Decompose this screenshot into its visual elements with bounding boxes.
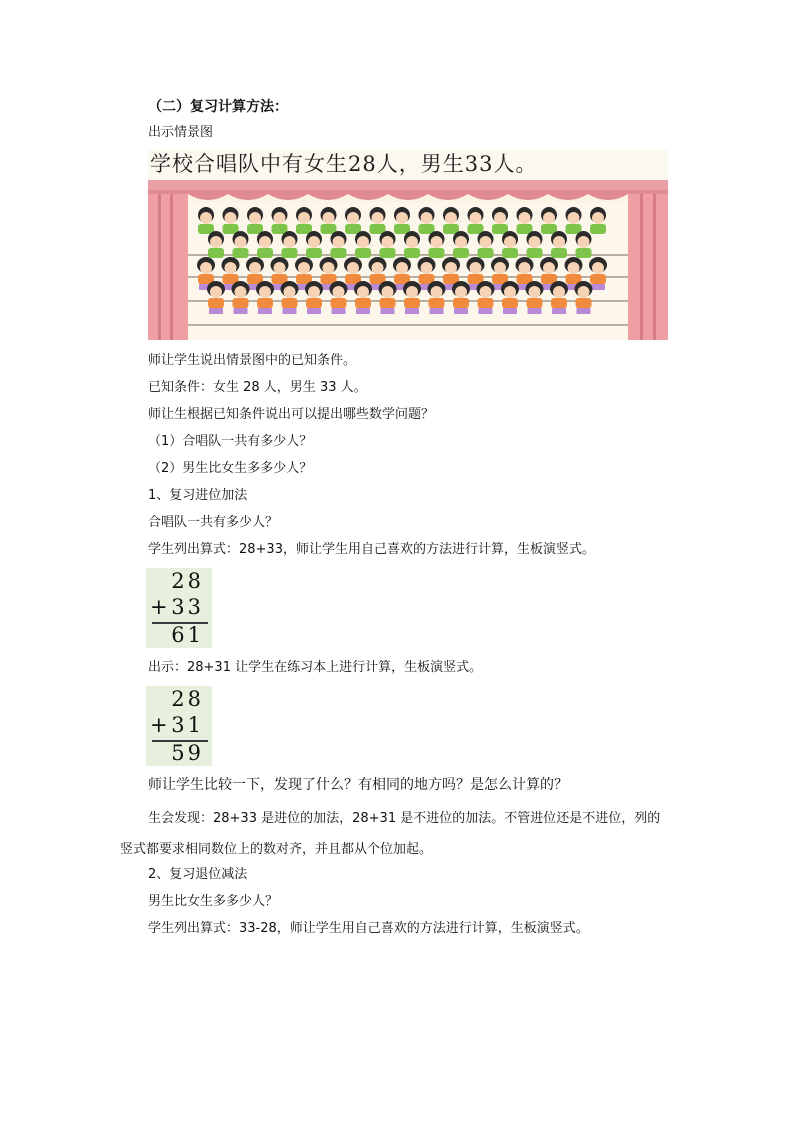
scene-banner-text: 学校合唱队中有女生28人，男生33人。 xyxy=(150,152,538,176)
boy-singer xyxy=(492,207,508,234)
boy-singer xyxy=(321,207,337,234)
calc-top-number: 28 xyxy=(171,687,204,711)
boy-singer xyxy=(272,207,288,234)
boy-singer xyxy=(419,207,435,234)
boy-singer xyxy=(527,231,543,258)
text-line: 出示：28+31 让学生在练习本上进行计算，生板演竖式。 xyxy=(148,660,483,675)
text-line: （2）男生比女生多多少人？ xyxy=(148,461,313,476)
boy-singer xyxy=(331,231,347,258)
boy-singer xyxy=(404,231,420,258)
boy-singer xyxy=(198,207,214,234)
left-curtain xyxy=(148,194,188,340)
calc-result: 61 xyxy=(171,623,204,647)
vertical-calculation-1 xyxy=(146,568,212,648)
choir-scene-illustration xyxy=(148,150,668,340)
boy-singer xyxy=(257,231,273,258)
riser-line xyxy=(188,324,628,326)
curtain-scallop xyxy=(148,190,668,200)
boy-singer xyxy=(502,231,518,258)
boy-singer xyxy=(370,207,386,234)
text-line: 1、复习进位加法 xyxy=(148,488,248,503)
text-line: 师让生根据已知条件说出可以提出哪些数学问题？ xyxy=(148,407,435,422)
boy-singer xyxy=(247,207,263,234)
boy-singer xyxy=(566,207,582,234)
calc-second-number: 33 xyxy=(171,595,204,619)
boy-singer xyxy=(223,207,239,234)
section-heading: （二）复习计算方法： xyxy=(148,99,288,115)
text-line: 师让学生比较一下，发现了什么？有相同的地方吗？是怎么计算的？ xyxy=(148,777,568,793)
show-scene-label: 出示情景图 xyxy=(148,125,214,140)
boy-singer xyxy=(541,207,557,234)
boy-singer xyxy=(453,231,469,258)
boy-singer xyxy=(429,231,445,258)
boy-singer xyxy=(296,207,312,234)
boy-singer xyxy=(345,207,361,234)
boy-singer xyxy=(443,207,459,234)
boy-singer xyxy=(590,207,606,234)
boy-singer xyxy=(517,207,533,234)
choir-illustration xyxy=(148,150,668,340)
vertical-calculation-2 xyxy=(146,686,212,766)
boy-singer xyxy=(233,231,249,258)
calc-second-number: 31 xyxy=(171,713,204,737)
boy-singer xyxy=(551,231,567,258)
text-line: 师让学生说出情景图中的已知条件。 xyxy=(148,353,357,368)
boy-singer xyxy=(282,231,298,258)
plus-sign: + xyxy=(150,713,168,737)
plus-sign: + xyxy=(150,595,168,619)
boy-singer xyxy=(208,231,224,258)
text-line: （1）合唱队一共有多少人？ xyxy=(148,434,313,449)
boy-singer xyxy=(306,231,322,258)
boy-singer xyxy=(355,231,371,258)
text-line: 生会发现：28+33 是进位的加法，28+31 是不进位的加法。不管进位还是不进位，列的 xyxy=(148,811,661,826)
calc-result: 59 xyxy=(171,741,204,765)
boy-singer xyxy=(468,207,484,234)
text-line: 男生比女生多多少人？ xyxy=(148,894,279,909)
text-line: 学生列出算式：33-28，师让学生用自己喜欢的方法进行计算，生板演竖式。 xyxy=(148,921,589,936)
text-line: 合唱队一共有多少人？ xyxy=(148,515,279,530)
boy-singer xyxy=(394,207,410,234)
text-line: 竖式都要求相同数位上的数对齐，并且都从个位加起。 xyxy=(120,842,433,857)
right-curtain xyxy=(628,194,668,340)
text-line: 2、复习退位减法 xyxy=(148,867,248,882)
boy-singer xyxy=(478,231,494,258)
calc-top-number: 28 xyxy=(171,569,204,593)
text-line: 已知条件：女生 28 人，男生 33 人。 xyxy=(148,380,367,395)
boy-singer xyxy=(380,231,396,258)
text-line: 学生列出算式：28+33，师让学生用自己喜欢的方法进行计算，生板演竖式。 xyxy=(148,542,595,557)
boy-singer xyxy=(576,231,592,258)
